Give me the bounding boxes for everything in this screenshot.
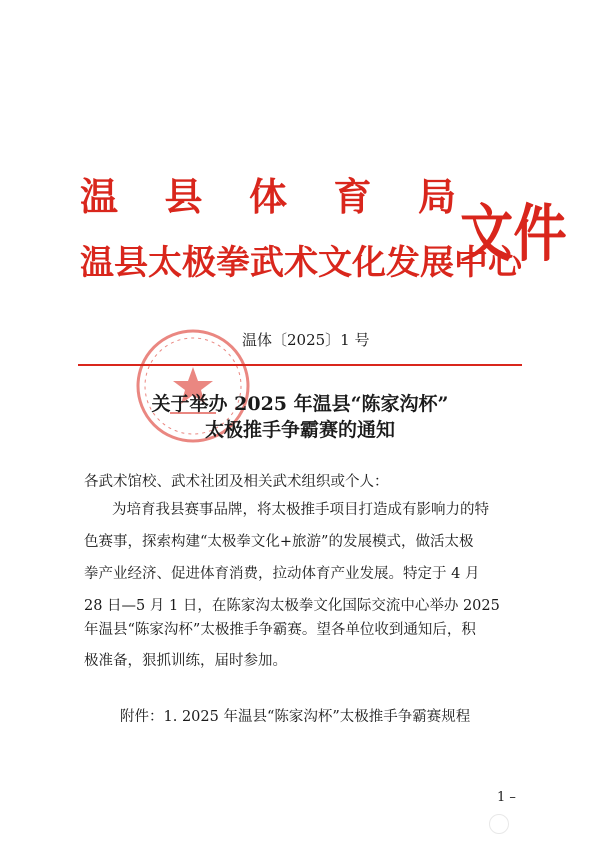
document-label: 文件 bbox=[460, 197, 567, 270]
body-line: 色赛事，探索构建“太极拳文化+旅游”的发展模式，做活太极 bbox=[84, 534, 474, 550]
issuer-char: 育 bbox=[333, 174, 372, 219]
body-line: 年温县“陈家沟杯”太极推手争霸赛。望各单位收到通知后，积 bbox=[84, 622, 476, 638]
page-number: 1 – bbox=[497, 790, 516, 805]
issuer-name-line2: 温县太极拳武术文化发展中心 bbox=[80, 243, 522, 283]
body-line: 拳产业经济、促进体育消费，拉动体育产业发展。特定于 4 月 bbox=[84, 566, 480, 582]
notice-title-line1: 关于举办 2025 年温县“陈家沟杯” bbox=[151, 393, 449, 415]
notice-title-line2: 太极推手争霸赛的通知 bbox=[204, 419, 395, 441]
body-line: 为培育我县赛事品牌，将太极推手项目打造成有影响力的特 bbox=[112, 502, 489, 518]
issuer-char: 局 bbox=[417, 174, 456, 219]
document-number: 温体〔2025〕1 号 bbox=[242, 331, 370, 349]
addressee-line: 各武术馆校、武术社团及相关武术组织或个人： bbox=[84, 474, 389, 490]
issuer-char: 温 bbox=[80, 174, 119, 219]
issuer-name-line1 bbox=[80, 172, 456, 222]
issuer-char: 县 bbox=[164, 174, 203, 219]
body-line: 28 日—5 月 1 日，在陈家沟太极拳文化国际交流中心举办 2025 bbox=[84, 598, 500, 614]
watermark-icon bbox=[489, 814, 509, 834]
attachment-line: 附件：1. 2025 年温县“陈家沟杯”太极推手争霸赛规程 bbox=[120, 709, 471, 725]
body-line: 极准备，狠抓训练，届时参加。 bbox=[84, 653, 287, 669]
issuer-char: 体 bbox=[248, 174, 287, 219]
